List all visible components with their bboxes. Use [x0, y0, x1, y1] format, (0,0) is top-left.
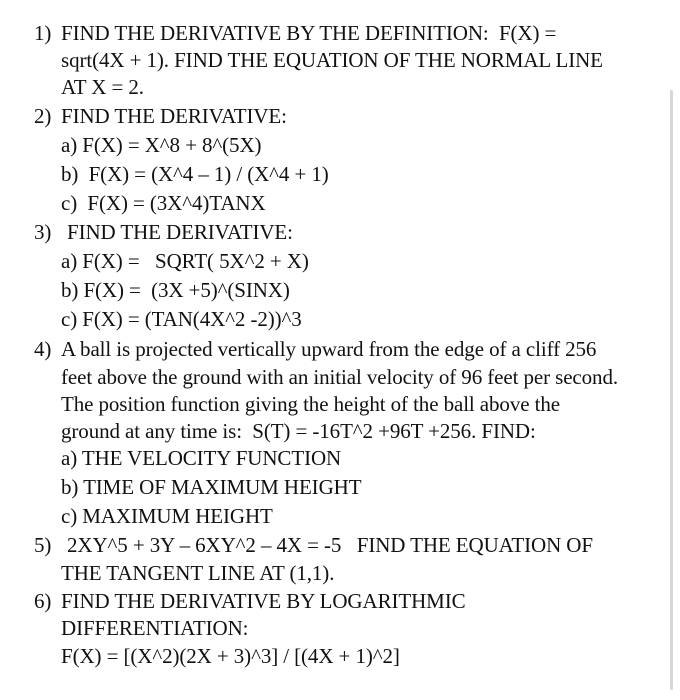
problem-4-line-1: A ball is projected vertically upward from the edge of a cliff 256 [61, 337, 597, 361]
vertical-scrollbar[interactable] [670, 90, 673, 690]
problem-6-number: 6) [34, 589, 52, 613]
problem-4-line-4: ground at any time is: S(T) = -16T^2 +96T +256. FIND: [61, 419, 536, 443]
problem-6-line-2: DIFFERENTIATION: [61, 616, 249, 640]
problem-5-line-1: 2XY^5 + 3Y – 6XY^2 – 4X = -5 FIND THE EQUATION OF [67, 533, 593, 557]
problem-2-part-b: b) F(X) = (X^4 – 1) / (X^4 + 1) [61, 162, 329, 186]
problem-5-line-2: THE TANGENT LINE AT (1,1). [61, 561, 335, 585]
problem-4-line-3: The position function giving the height of the ball above the [61, 392, 560, 416]
problem-6-line-1: FIND THE DERIVATIVE BY LOGARITHMIC [61, 589, 466, 613]
problem-6-line-3: F(X) = [(X^2)(2X + 3)^3] / [(4X + 1)^2] [61, 644, 400, 668]
problem-1-line-1: FIND THE DERIVATIVE BY THE DEFINITION: F(X) = [61, 21, 557, 45]
problem-3-part-b: b) F(X) = (3X +5)^(SINX) [61, 278, 290, 302]
problem-4-number: 4) [34, 337, 52, 361]
problem-3-part-c: c) F(X) = (TAN(4X^2 -2))^3 [61, 307, 302, 331]
problem-1-number: 1) [34, 21, 52, 45]
problem-3-line-1: FIND THE DERIVATIVE: [67, 220, 293, 244]
problem-4-part-a: a) THE VELOCITY FUNCTION [61, 446, 342, 470]
problem-1-line-2: sqrt(4X + 1). FIND THE EQUATION OF THE NORMAL LINE [61, 48, 603, 72]
problem-1-line-3: AT X = 2. [61, 75, 144, 99]
problem-2-part-a: a) F(X) = X^8 + 8^(5X) [61, 133, 262, 157]
problem-3-number: 3) [34, 220, 52, 244]
problem-5-number: 5) [34, 533, 52, 557]
problem-4-line-2: feet above the ground with an initial velocity of 96 feet per second. [61, 365, 618, 389]
problem-4-part-b: b) TIME OF MAXIMUM HEIGHT [61, 475, 362, 499]
problem-2-number: 2) [34, 104, 52, 128]
problem-3-part-a: a) F(X) = SQRT( 5X^2 + X) [61, 249, 309, 273]
problem-2-line-1: FIND THE DERIVATIVE: [61, 104, 287, 128]
problem-2-part-c: c) F(X) = (3X^4)TANX [61, 191, 266, 215]
problem-4-part-c: c) MAXIMUM HEIGHT [61, 504, 273, 528]
